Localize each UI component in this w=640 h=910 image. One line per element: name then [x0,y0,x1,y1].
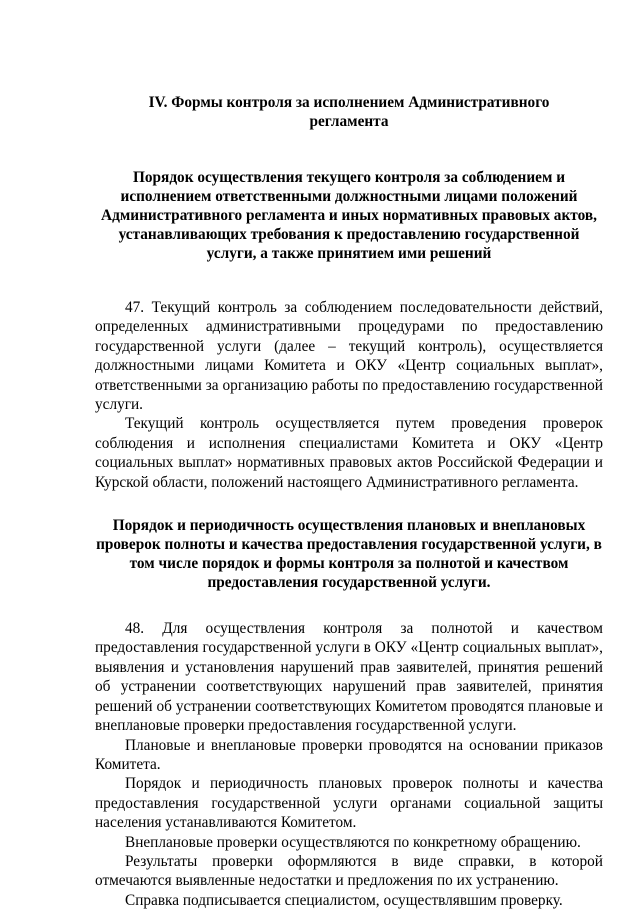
paragraph-unscheduled-inspections: Внеплановые проверки осуществляются по конкретному обращению. [125,833,581,851]
paragraph-inspection-orders: Плановые и внеплановые проверки проводятся на основании приказов Комитета. [95,736,603,773]
subsection-title-inspections: Порядок и периодичность осуществления плановых и внеплановых проверок полноты и качества предоставления государственной услуги, в том числе порядок и формы контроля за полнотой и качеством предоставления государственной услуги. [96,517,602,592]
document-page [95,93,603,910]
paragraph-47: 47. Текущий контроль за соблюдением последовательности действий, определенных административными процедурами по предоставлению государственной услуги (далее – текущий контроль), осуществляется должностными лицами Комитета и ОКУ «Центр социальных выплат», ответственными за организацию работы по предоставлению государственной услуги. [95,299,603,414]
paragraph-inspection-results: Результаты проверки оформляются в виде справки, в которой отмечаются выявленные недостатки и предложения по их устранению. [95,852,603,890]
paragraph-48: 48. Для осуществления контроля за полнотой и качеством предоставления государственной услуги в ОКУ «Центр социальных выплат», выявления и установления нарушений прав заявителей, принятия решений об устранении соответствующих нарушений прав заявителей, принятия решений об устранении соответствующих Комитетом проводятся плановые и внеплановые проверки предоставления государственной услуги. [95,620,603,735]
paragraph-inspection-periodicity: Порядок и периодичность плановых проверок полноты и качества предоставления государственной услуги органами социальной защиты населения устанавливаются Комитетом. [95,775,603,832]
section-title: IV. Формы контроля за исполнением Административного регламента [148,94,550,130]
subsection-title-current-control: Порядок осуществления текущего контроля за соблюдением и исполнением ответственными должностными лицами положений Административного регламента и иных нормативных правовых актов, устанавливающих требования к предоставлению государственной услуги, а также принятием ими решений [101,169,597,262]
paragraph-report-signing: Справка подписывается специалистом, осуществлявшим проверку. [125,891,563,909]
paragraph-current-control-method: Текущий контроль осуществляется путем проведения проверок соблюдения и исполнения специалистами Комитета и ОКУ «Центр социальных выплат» нормативных правовых актов Российской Федерации и Курской области, положений настоящего Административного регламента. [95,415,603,491]
